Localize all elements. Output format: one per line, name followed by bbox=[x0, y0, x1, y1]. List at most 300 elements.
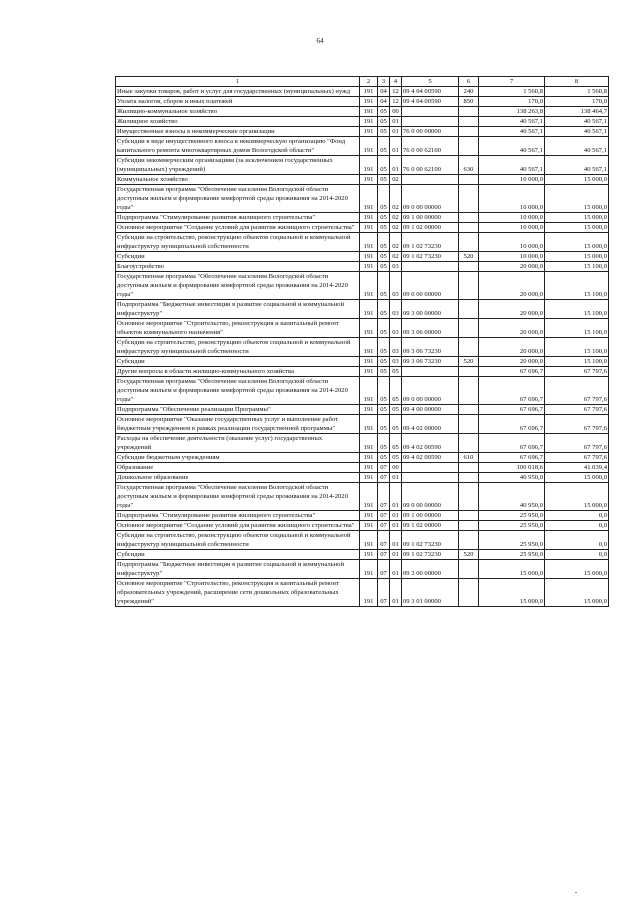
amount-year-1-cell: 67 696,7 bbox=[479, 377, 545, 405]
row-name-cell: Дошкольное образование bbox=[116, 473, 360, 483]
expense-type-cell bbox=[459, 272, 479, 300]
target-article-cell: 09 0 00 00000 bbox=[402, 483, 459, 511]
amount-year-1-cell: 138 263,8 bbox=[479, 107, 545, 117]
table-row bbox=[116, 579, 609, 607]
target-article-cell bbox=[402, 463, 459, 473]
table-row bbox=[116, 550, 609, 560]
section-code-cell: 07 bbox=[378, 463, 390, 473]
ministry-code-cell: 191 bbox=[360, 560, 378, 579]
subsection-code-cell: 05 bbox=[390, 367, 402, 377]
column-header: 6 bbox=[459, 77, 479, 87]
expense-type-cell: 630 bbox=[459, 156, 479, 175]
budget-table bbox=[115, 76, 609, 607]
target-article-cell: 09 0 00 00000 bbox=[402, 185, 459, 213]
row-name-cell: Подпрограмма "Стимулирование развития жилищного строительства" bbox=[116, 511, 360, 521]
amount-year-1-cell: 40 567,1 bbox=[479, 156, 545, 175]
ministry-code-cell: 191 bbox=[360, 357, 378, 367]
table-row bbox=[116, 473, 609, 483]
expense-type-cell bbox=[459, 117, 479, 127]
table-row bbox=[116, 319, 609, 338]
row-name-cell: Субсидии на строительство, реконструкцию объектов социальной и коммунальной инфраструктур муниципальной собственности bbox=[116, 338, 360, 357]
ministry-code-cell: 191 bbox=[360, 511, 378, 521]
amount-year-2-cell: 15 100,0 bbox=[545, 272, 609, 300]
table-row bbox=[116, 262, 609, 272]
section-code-cell: 07 bbox=[378, 531, 390, 550]
ministry-code-cell: 191 bbox=[360, 483, 378, 511]
target-article-cell: 09 0 00 00000 bbox=[402, 377, 459, 405]
column-header: 8 bbox=[545, 77, 609, 87]
column-header: 5 bbox=[402, 77, 459, 87]
amount-year-1-cell: 1 560,8 bbox=[479, 87, 545, 97]
subsection-code-cell: 05 bbox=[390, 434, 402, 453]
section-code-cell: 05 bbox=[378, 453, 390, 463]
section-code-cell: 05 bbox=[378, 127, 390, 137]
subsection-code-cell: 03 bbox=[390, 338, 402, 357]
ministry-code-cell: 191 bbox=[360, 175, 378, 185]
target-article-cell: 76 0 00 62100 bbox=[402, 137, 459, 156]
target-article-cell: 09 0 00 00000 bbox=[402, 272, 459, 300]
section-code-cell: 05 bbox=[378, 367, 390, 377]
amount-year-2-cell: 138 464,7 bbox=[545, 107, 609, 117]
table-row bbox=[116, 357, 609, 367]
amount-year-2-cell: 15 000,0 bbox=[545, 185, 609, 213]
target-article-cell: 09 1 02 73230 bbox=[402, 550, 459, 560]
amount-year-1-cell: 20 000,0 bbox=[479, 262, 545, 272]
amount-year-2-cell: 67 797,6 bbox=[545, 367, 609, 377]
amount-year-1-cell: 40 567,1 bbox=[479, 117, 545, 127]
amount-year-1-cell: 67 696,7 bbox=[479, 453, 545, 463]
row-name-cell: Коммунальное хозяйство bbox=[116, 175, 360, 185]
section-code-cell: 05 bbox=[378, 233, 390, 252]
amount-year-2-cell: 15 000,0 bbox=[545, 252, 609, 262]
amount-year-1-cell: 100 018,6 bbox=[479, 463, 545, 473]
row-name-cell: Уплата налогов, сборов и иных платежей bbox=[116, 97, 360, 107]
expense-type-cell: 520 bbox=[459, 550, 479, 560]
expense-type-cell bbox=[459, 560, 479, 579]
subsection-code-cell: 00 bbox=[390, 107, 402, 117]
amount-year-2-cell: 67 797,6 bbox=[545, 377, 609, 405]
row-name-cell: Основное мероприятие "Создание условий для развития жилищного строительства" bbox=[116, 521, 360, 531]
amount-year-1-cell: 20 000,0 bbox=[479, 300, 545, 319]
table-row bbox=[116, 463, 609, 473]
ministry-code-cell: 191 bbox=[360, 252, 378, 262]
table-row bbox=[116, 137, 609, 156]
row-name-cell: Основное мероприятие "Строительство, реконструкция и капитальный ремонт объектов коммунального назначения" bbox=[116, 319, 360, 338]
amount-year-1-cell: 40 567,1 bbox=[479, 137, 545, 156]
expense-type-cell bbox=[459, 262, 479, 272]
target-article-cell: 09 1 00 00000 bbox=[402, 213, 459, 223]
section-code-cell: 07 bbox=[378, 579, 390, 607]
expense-type-cell bbox=[459, 405, 479, 415]
table-row bbox=[116, 531, 609, 550]
target-article-cell bbox=[402, 175, 459, 185]
expense-type-cell bbox=[459, 223, 479, 233]
table-row bbox=[116, 521, 609, 531]
amount-year-1-cell: 15 000,0 bbox=[479, 560, 545, 579]
expense-type-cell bbox=[459, 511, 479, 521]
ministry-code-cell: 191 bbox=[360, 262, 378, 272]
section-code-cell: 05 bbox=[378, 415, 390, 434]
table-row bbox=[116, 107, 609, 117]
section-code-cell: 05 bbox=[378, 156, 390, 175]
subsection-code-cell: 01 bbox=[390, 117, 402, 127]
subsection-code-cell: 12 bbox=[390, 97, 402, 107]
expense-type-cell bbox=[459, 213, 479, 223]
section-code-cell: 05 bbox=[378, 338, 390, 357]
amount-year-2-cell: 41 039,4 bbox=[545, 463, 609, 473]
amount-year-1-cell: 10 000,0 bbox=[479, 223, 545, 233]
amount-year-2-cell: 15 100,0 bbox=[545, 357, 609, 367]
column-header: 2 bbox=[360, 77, 378, 87]
subsection-code-cell: 03 bbox=[390, 262, 402, 272]
amount-year-2-cell: 15 000,0 bbox=[545, 560, 609, 579]
ministry-code-cell: 191 bbox=[360, 137, 378, 156]
ministry-code-cell: 191 bbox=[360, 223, 378, 233]
table-row bbox=[116, 233, 609, 252]
amount-year-1-cell: 10 000,0 bbox=[479, 252, 545, 262]
ministry-code-cell: 191 bbox=[360, 434, 378, 453]
amount-year-1-cell: 67 696,7 bbox=[479, 405, 545, 415]
table-row bbox=[116, 434, 609, 453]
amount-year-2-cell: 67 797,6 bbox=[545, 434, 609, 453]
row-name-cell: Подпрограмма "Бюджетные инвестиции в развитие социальной и коммунальной инфраструктур" bbox=[116, 560, 360, 579]
table-row bbox=[116, 405, 609, 415]
target-article-cell: 09 1 02 00000 bbox=[402, 223, 459, 233]
expense-type-cell bbox=[459, 377, 479, 405]
section-code-cell: 05 bbox=[378, 405, 390, 415]
ministry-code-cell: 191 bbox=[360, 117, 378, 127]
table-body bbox=[116, 87, 609, 607]
subsection-code-cell: 00 bbox=[390, 463, 402, 473]
expense-type-cell bbox=[459, 531, 479, 550]
subsection-code-cell: 02 bbox=[390, 185, 402, 213]
target-article-cell: 09 4 02 00590 bbox=[402, 434, 459, 453]
row-name-cell: Государственная программа "Обеспечение населения Вологодской области доступным жильем и формирование комфортной среды проживания на 2014-2020 годы" bbox=[116, 185, 360, 213]
table-row bbox=[116, 377, 609, 405]
table-row bbox=[116, 300, 609, 319]
section-code-cell: 05 bbox=[378, 434, 390, 453]
expense-type-cell bbox=[459, 434, 479, 453]
ministry-code-cell: 191 bbox=[360, 97, 378, 107]
row-name-cell: Жилищно-коммунальное хозяйство bbox=[116, 107, 360, 117]
table-row bbox=[116, 223, 609, 233]
subsection-code-cell: 02 bbox=[390, 252, 402, 262]
header-row bbox=[116, 77, 609, 87]
table-row bbox=[116, 272, 609, 300]
subsection-code-cell: 05 bbox=[390, 405, 402, 415]
amount-year-2-cell: 15 000,0 bbox=[545, 213, 609, 223]
amount-year-2-cell: 67 797,6 bbox=[545, 415, 609, 434]
ministry-code-cell: 191 bbox=[360, 272, 378, 300]
ministry-code-cell: 191 bbox=[360, 367, 378, 377]
target-article-cell: 09 3 06 73230 bbox=[402, 338, 459, 357]
scan-mark bbox=[575, 892, 577, 893]
ministry-code-cell: 191 bbox=[360, 300, 378, 319]
amount-year-2-cell: 15 000,0 bbox=[545, 233, 609, 252]
expense-type-cell bbox=[459, 415, 479, 434]
amount-year-2-cell: 15 000,0 bbox=[545, 223, 609, 233]
row-name-cell: Образование bbox=[116, 463, 360, 473]
amount-year-1-cell: 20 000,0 bbox=[479, 319, 545, 338]
table-row bbox=[116, 511, 609, 521]
target-article-cell: 09 3 06 00000 bbox=[402, 319, 459, 338]
table-row bbox=[116, 560, 609, 579]
subsection-code-cell: 05 bbox=[390, 377, 402, 405]
amount-year-1-cell: 25 950,0 bbox=[479, 511, 545, 521]
target-article-cell: 09 3 01 00000 bbox=[402, 579, 459, 607]
amount-year-1-cell: 20 000,0 bbox=[479, 272, 545, 300]
amount-year-2-cell: 15 100,0 bbox=[545, 300, 609, 319]
target-article-cell: 09 3 06 73230 bbox=[402, 357, 459, 367]
expense-type-cell bbox=[459, 463, 479, 473]
amount-year-1-cell: 40 567,1 bbox=[479, 127, 545, 137]
target-article-cell bbox=[402, 107, 459, 117]
expense-type-cell bbox=[459, 483, 479, 511]
subsection-code-cell: 01 bbox=[390, 560, 402, 579]
amount-year-2-cell: 67 797,6 bbox=[545, 405, 609, 415]
expense-type-cell bbox=[459, 107, 479, 117]
amount-year-2-cell: 67 797,6 bbox=[545, 453, 609, 463]
amount-year-1-cell: 170,0 bbox=[479, 97, 545, 107]
ministry-code-cell: 191 bbox=[360, 87, 378, 97]
ministry-code-cell: 191 bbox=[360, 415, 378, 434]
amount-year-2-cell: 15 000,0 bbox=[545, 175, 609, 185]
target-article-cell: 09 4 04 00590 bbox=[402, 97, 459, 107]
target-article-cell: 09 1 02 73230 bbox=[402, 233, 459, 252]
amount-year-2-cell: 1 560,8 bbox=[545, 87, 609, 97]
row-name-cell: Жилищное хозяйство bbox=[116, 117, 360, 127]
target-article-cell: 76 0 00 62100 bbox=[402, 156, 459, 175]
subsection-code-cell: 01 bbox=[390, 156, 402, 175]
amount-year-2-cell: 15 100,0 bbox=[545, 319, 609, 338]
ministry-code-cell: 191 bbox=[360, 185, 378, 213]
row-name-cell: Субсидии bbox=[116, 252, 360, 262]
row-name-cell: Другие вопросы в области жилищно-коммунального хозяйства bbox=[116, 367, 360, 377]
row-name-cell: Подпрограмма "Обеспечение реализации Программы" bbox=[116, 405, 360, 415]
column-header: 7 bbox=[479, 77, 545, 87]
row-name-cell: Субсидии bbox=[116, 357, 360, 367]
amount-year-2-cell: 15 000,0 bbox=[545, 483, 609, 511]
target-article-cell: 09 3 00 00000 bbox=[402, 560, 459, 579]
expense-type-cell bbox=[459, 319, 479, 338]
column-header: 3 bbox=[378, 77, 390, 87]
table-row bbox=[116, 213, 609, 223]
target-article-cell: 09 1 02 00000 bbox=[402, 521, 459, 531]
ministry-code-cell: 191 bbox=[360, 579, 378, 607]
amount-year-1-cell: 20 000,0 bbox=[479, 357, 545, 367]
row-name-cell: Субсидии некоммерческим организациям (за исключением государственных (муниципальных) учреждений) bbox=[116, 156, 360, 175]
row-name-cell: Субсидии на строительство, реконструкцию объектов социальной и коммунальной инфраструктур муниципальной собственности bbox=[116, 233, 360, 252]
amount-year-2-cell: 40 567,1 bbox=[545, 156, 609, 175]
ministry-code-cell: 191 bbox=[360, 338, 378, 357]
row-name-cell: Расходы на обеспечение деятельности (оказание услуг) государственных учреждений bbox=[116, 434, 360, 453]
row-name-cell: Государственная программа "Обеспечение населения Вологодской области доступным жильем и формирование комфортной среды проживания на 2014-2020 годы" bbox=[116, 483, 360, 511]
expense-type-cell bbox=[459, 233, 479, 252]
expense-type-cell bbox=[459, 185, 479, 213]
target-article-cell bbox=[402, 367, 459, 377]
row-name-cell: Подпрограмма "Бюджетные инвестиции в развитие социальной и коммунальной инфраструктур" bbox=[116, 300, 360, 319]
ministry-code-cell: 191 bbox=[360, 463, 378, 473]
expense-type-cell: 240 bbox=[459, 87, 479, 97]
subsection-code-cell: 02 bbox=[390, 175, 402, 185]
subsection-code-cell: 02 bbox=[390, 223, 402, 233]
expense-type-cell bbox=[459, 137, 479, 156]
table-row bbox=[116, 185, 609, 213]
amount-year-1-cell: 25 950,0 bbox=[479, 550, 545, 560]
amount-year-1-cell: 10 000,0 bbox=[479, 185, 545, 213]
subsection-code-cell: 03 bbox=[390, 319, 402, 338]
amount-year-2-cell: 0,0 bbox=[545, 521, 609, 531]
amount-year-1-cell: 67 696,7 bbox=[479, 367, 545, 377]
amount-year-1-cell: 67 696,7 bbox=[479, 415, 545, 434]
table-row bbox=[116, 483, 609, 511]
ministry-code-cell: 191 bbox=[360, 473, 378, 483]
target-article-cell bbox=[402, 473, 459, 483]
table-row bbox=[116, 87, 609, 97]
expense-type-cell bbox=[459, 579, 479, 607]
section-code-cell: 05 bbox=[378, 185, 390, 213]
amount-year-2-cell: 40 567,1 bbox=[545, 117, 609, 127]
expense-type-cell bbox=[459, 521, 479, 531]
amount-year-2-cell: 15 100,0 bbox=[545, 338, 609, 357]
subsection-code-cell: 05 bbox=[390, 415, 402, 434]
section-code-cell: 05 bbox=[378, 262, 390, 272]
expense-type-cell: 520 bbox=[459, 357, 479, 367]
column-header: 1 bbox=[116, 77, 360, 87]
target-article-cell: 09 1 02 73230 bbox=[402, 531, 459, 550]
table-row bbox=[116, 415, 609, 434]
subsection-code-cell: 01 bbox=[390, 137, 402, 156]
target-article-cell: 09 3 00 00000 bbox=[402, 300, 459, 319]
expense-type-cell: 520 bbox=[459, 252, 479, 262]
subsection-code-cell: 02 bbox=[390, 233, 402, 252]
section-code-cell: 05 bbox=[378, 137, 390, 156]
row-name-cell: Государственная программа "Обеспечение населения Вологодской области доступным жильем и формирование комфортной среды проживания на 2014-2020 годы" bbox=[116, 377, 360, 405]
table-row bbox=[116, 252, 609, 262]
row-name-cell: Субсидии в виде имущественного взноса в некоммерческую организацию "Фонд капитального ремонта многоквартирных домов Вологодской области" bbox=[116, 137, 360, 156]
amount-year-1-cell: 10 000,0 bbox=[479, 213, 545, 223]
amount-year-2-cell: 40 567,1 bbox=[545, 127, 609, 137]
amount-year-2-cell: 40 567,1 bbox=[545, 137, 609, 156]
amount-year-2-cell: 0,0 bbox=[545, 531, 609, 550]
section-code-cell: 05 bbox=[378, 357, 390, 367]
target-article-cell: 09 1 02 73230 bbox=[402, 252, 459, 262]
row-name-cell: Благоустройство bbox=[116, 262, 360, 272]
subsection-code-cell: 01 bbox=[390, 511, 402, 521]
table-row bbox=[116, 117, 609, 127]
target-article-cell bbox=[402, 117, 459, 127]
expense-type-cell bbox=[459, 300, 479, 319]
expense-type-cell bbox=[459, 367, 479, 377]
section-code-cell: 05 bbox=[378, 223, 390, 233]
section-code-cell: 05 bbox=[378, 300, 390, 319]
target-article-cell: 09 4 00 00000 bbox=[402, 405, 459, 415]
amount-year-1-cell: 15 000,0 bbox=[479, 579, 545, 607]
section-code-cell: 05 bbox=[378, 319, 390, 338]
table-row bbox=[116, 367, 609, 377]
amount-year-2-cell: 0,0 bbox=[545, 511, 609, 521]
column-header: 4 bbox=[390, 77, 402, 87]
section-code-cell: 04 bbox=[378, 97, 390, 107]
subsection-code-cell: 01 bbox=[390, 127, 402, 137]
subsection-code-cell: 01 bbox=[390, 531, 402, 550]
amount-year-2-cell: 170,0 bbox=[545, 97, 609, 107]
row-name-cell: Иные закупки товаров, работ и услуг для государственных (муниципальных) нужд bbox=[116, 87, 360, 97]
amount-year-1-cell: 25 950,0 bbox=[479, 521, 545, 531]
amount-year-1-cell: 20 000,0 bbox=[479, 338, 545, 357]
expense-type-cell bbox=[459, 338, 479, 357]
ministry-code-cell: 191 bbox=[360, 550, 378, 560]
amount-year-1-cell: 67 696,7 bbox=[479, 434, 545, 453]
expense-type-cell: 850 bbox=[459, 97, 479, 107]
ministry-code-cell: 191 bbox=[360, 127, 378, 137]
section-code-cell: 04 bbox=[378, 87, 390, 97]
row-name-cell: Субсидии на строительство, реконструкцию объектов социальной и коммунальной инфраструктур муниципальной собственности bbox=[116, 531, 360, 550]
section-code-cell: 05 bbox=[378, 377, 390, 405]
section-code-cell: 07 bbox=[378, 550, 390, 560]
expense-type-cell: 610 bbox=[459, 453, 479, 463]
section-code-cell: 07 bbox=[378, 511, 390, 521]
row-name-cell: Субсидии bbox=[116, 550, 360, 560]
subsection-code-cell: 03 bbox=[390, 357, 402, 367]
amount-year-2-cell: 15 100,0 bbox=[545, 262, 609, 272]
table-row bbox=[116, 338, 609, 357]
subsection-code-cell: 01 bbox=[390, 550, 402, 560]
row-name-cell: Основное мероприятие "Оказание государственных услуг и выполнение работ бюджетным учреждением в рамках реализации государственной программы" bbox=[116, 415, 360, 434]
table-row bbox=[116, 97, 609, 107]
target-article-cell: 09 4 02 00590 bbox=[402, 453, 459, 463]
target-article-cell: 09 4 04 00590 bbox=[402, 87, 459, 97]
section-code-cell: 07 bbox=[378, 473, 390, 483]
row-name-cell: Имущественные взносы в некоммерческие организации bbox=[116, 127, 360, 137]
section-code-cell: 05 bbox=[378, 272, 390, 300]
target-article-cell: 09 1 00 00000 bbox=[402, 511, 459, 521]
section-code-cell: 07 bbox=[378, 483, 390, 511]
ministry-code-cell: 191 bbox=[360, 233, 378, 252]
section-code-cell: 05 bbox=[378, 175, 390, 185]
row-name-cell: Государственная программа "Обеспечение населения Вологодской области доступным жильем и формирование комфортной среды проживания на 2014-2020 годы" bbox=[116, 272, 360, 300]
row-name-cell: Основное мероприятие "Строительство, реконструкция и капитальный ремонт образовательных учреждений, расширение сети дошкольных образовательных учреждений" bbox=[116, 579, 360, 607]
ministry-code-cell: 191 bbox=[360, 107, 378, 117]
row-name-cell: Субсидии бюджетным учреждениям bbox=[116, 453, 360, 463]
subsection-code-cell: 01 bbox=[390, 579, 402, 607]
subsection-code-cell: 12 bbox=[390, 87, 402, 97]
section-code-cell: 07 bbox=[378, 521, 390, 531]
ministry-code-cell: 191 bbox=[360, 213, 378, 223]
row-name-cell: Основное мероприятие "Создание условий для развития жилищного строительства" bbox=[116, 223, 360, 233]
ministry-code-cell: 191 bbox=[360, 453, 378, 463]
expense-type-cell bbox=[459, 473, 479, 483]
target-article-cell: 09 4 02 00000 bbox=[402, 415, 459, 434]
target-article-cell bbox=[402, 262, 459, 272]
section-code-cell: 05 bbox=[378, 213, 390, 223]
amount-year-1-cell: 40 950,0 bbox=[479, 483, 545, 511]
subsection-code-cell: 03 bbox=[390, 272, 402, 300]
ministry-code-cell: 191 bbox=[360, 521, 378, 531]
page-number: 64 bbox=[316, 37, 324, 45]
expense-type-cell bbox=[459, 127, 479, 137]
section-code-cell: 05 bbox=[378, 252, 390, 262]
subsection-code-cell: 01 bbox=[390, 483, 402, 511]
subsection-code-cell: 01 bbox=[390, 473, 402, 483]
amount-year-1-cell: 10 000,0 bbox=[479, 175, 545, 185]
amount-year-2-cell: 15 000,0 bbox=[545, 473, 609, 483]
section-code-cell: 05 bbox=[378, 117, 390, 127]
table-row bbox=[116, 156, 609, 175]
expense-type-cell bbox=[459, 175, 479, 185]
row-name-cell: Подпрограмма "Стимулирование развития жилищного строительства" bbox=[116, 213, 360, 223]
ministry-code-cell: 191 bbox=[360, 377, 378, 405]
